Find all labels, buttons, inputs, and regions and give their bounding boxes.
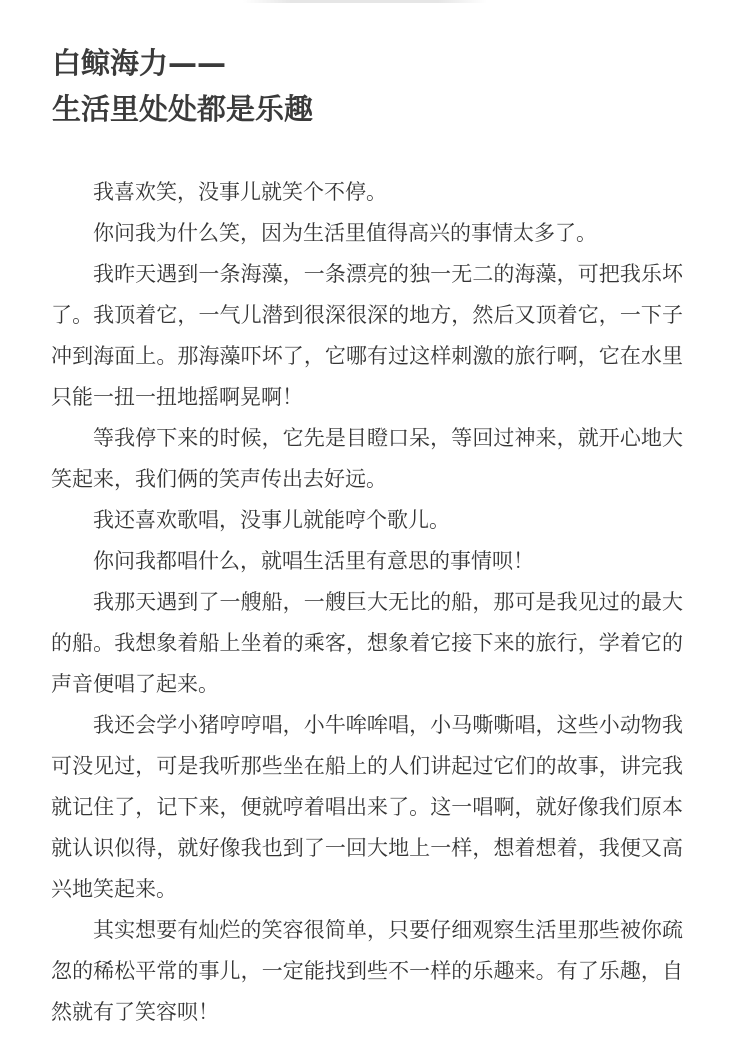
title-line-2: 生活里处处都是乐趣 — [52, 92, 314, 126]
paragraph-2: 你问我为什么笑，因为生活里值得高兴的事情太多了。 — [93, 221, 597, 245]
paragraph-5: 我还喜欢歌唱，没事儿就能哼个歌儿。 — [93, 508, 450, 532]
paragraph-8: 我还会学小猪哼哼唱，小牛哞哞唱，小马嘶嘶唱，这些小动物我可没见过，可是我听那些坐在船上的人们讲起过它们的故事，讲完我就记住了，记下来，便就哼着唱出来了。这一唱啊，就好像我们原本就认识似得，就好像我也到了一回大地上一样，想着想着，我便又高兴地笑起来。 — [51, 713, 683, 901]
paragraph-4: 等我停下来的时候，它先是目瞪口呆，等回过神来，就开心地大笑起来，我们俩的笑声传出去好远。 — [51, 426, 683, 491]
title-line-1: 白鲸海力—— — [52, 46, 227, 80]
paragraph-1: 我喜欢笑，没事儿就笑个不停。 — [93, 180, 387, 204]
article-body — [51, 172, 683, 1033]
article-title — [52, 40, 692, 132]
paragraph-9: 其实想要有灿烂的笑容很简单，只要仔细观察生活里那些被你疏忽的稀松平常的事儿，一定能找到些不一样的乐趣来。有了乐趣，自然就有了笑容呗！ — [51, 918, 683, 1024]
paragraph-7: 我那天遇到了一艘船，一艘巨大无比的船，那可是我见过的最大的船。我想象着船上坐着的乘客，想象着它接下来的旅行，学着它的声音便唱了起来。 — [51, 590, 683, 696]
paragraph-3: 我昨天遇到一条海藻，一条漂亮的独一无二的海藻，可把我乐坏了。我顶着它，一气儿潜到很深很深的地方，然后又顶着它，一下子冲到海面上。那海藻吓坏了，它哪有过这样刺激的旅行啊，它在水里只能一扭一扭地摇啊晃啊！ — [51, 262, 683, 409]
paragraph-6: 你问我都唱什么，就唱生活里有意思的事情呗！ — [93, 549, 534, 573]
top-divider — [243, 0, 487, 3]
